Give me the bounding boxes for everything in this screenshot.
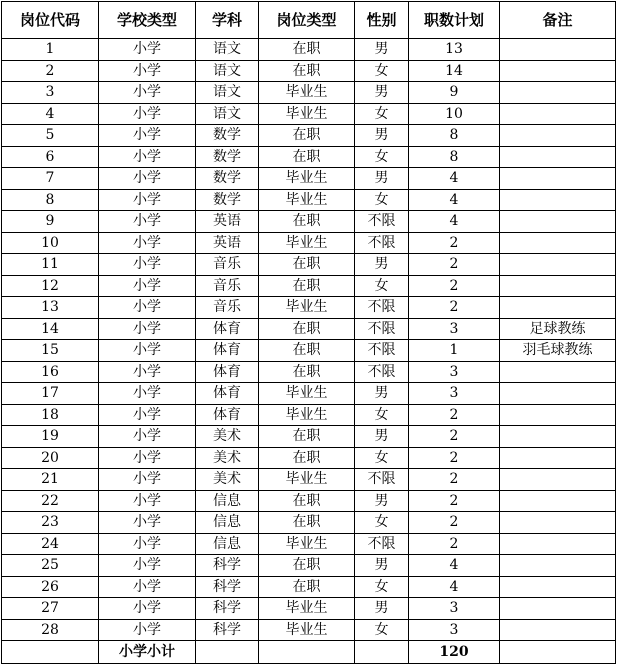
cell-quota: 4 — [409, 189, 500, 211]
cell-post-type: 在职 — [259, 125, 355, 147]
cell-remarks — [500, 254, 616, 276]
table-row — [2, 426, 616, 448]
cell-quota: 3 — [409, 318, 500, 340]
cell-post-type: 在职 — [259, 555, 355, 577]
cell-post-code: 26 — [2, 576, 99, 598]
cell-gender: 女 — [355, 146, 409, 168]
cell-school-type: 小学 — [99, 404, 196, 426]
cell-post-type: 毕业生 — [259, 189, 355, 211]
cell-quota: 2 — [409, 254, 500, 276]
cell-post-type: 毕业生 — [259, 168, 355, 190]
table-row — [2, 60, 616, 82]
cell-school-type: 小学 — [99, 103, 196, 125]
cell-remarks — [500, 275, 616, 297]
table-row — [2, 383, 616, 405]
cell-school-type: 小学 — [99, 361, 196, 383]
table-row — [2, 275, 616, 297]
cell-post-type: 在职 — [259, 576, 355, 598]
cell-post-type: 在职 — [259, 361, 355, 383]
subtotal-blank-cell — [355, 641, 409, 664]
cell-subject: 语文 — [196, 103, 259, 125]
cell-quota: 2 — [409, 512, 500, 534]
cell-post-code: 13 — [2, 297, 99, 319]
subtotal-total: 120 — [409, 641, 500, 664]
cell-remarks — [500, 189, 616, 211]
cell-post-type: 在职 — [259, 211, 355, 233]
cell-gender: 男 — [355, 82, 409, 104]
cell-gender: 不限 — [355, 340, 409, 362]
cell-quota: 3 — [409, 361, 500, 383]
cell-quota: 4 — [409, 168, 500, 190]
subtotal-blank-cell — [259, 641, 355, 664]
cell-quota: 2 — [409, 447, 500, 469]
cell-subject: 体育 — [196, 383, 259, 405]
cell-gender: 女 — [355, 189, 409, 211]
cell-remarks — [500, 469, 616, 491]
table-row — [2, 125, 616, 147]
subtotal-blank-cell — [2, 641, 99, 664]
subtotal-row — [2, 641, 616, 664]
cell-subject: 体育 — [196, 361, 259, 383]
cell-school-type: 小学 — [99, 469, 196, 491]
cell-gender: 男 — [355, 598, 409, 620]
cell-school-type: 小学 — [99, 490, 196, 512]
header-post-type: 岗位类型 — [259, 2, 355, 39]
header-remarks: 备注 — [500, 2, 616, 39]
cell-post-code: 7 — [2, 168, 99, 190]
cell-gender: 女 — [355, 103, 409, 125]
table-row — [2, 103, 616, 125]
cell-school-type: 小学 — [99, 39, 196, 61]
cell-school-type: 小学 — [99, 232, 196, 254]
cell-school-type: 小学 — [99, 125, 196, 147]
cell-quota: 9 — [409, 82, 500, 104]
cell-post-type: 在职 — [259, 490, 355, 512]
cell-school-type: 小学 — [99, 82, 196, 104]
cell-post-code: 3 — [2, 82, 99, 104]
cell-post-code: 8 — [2, 189, 99, 211]
cell-remarks — [500, 447, 616, 469]
cell-post-code: 10 — [2, 232, 99, 254]
cell-school-type: 小学 — [99, 619, 196, 641]
cell-subject: 美术 — [196, 469, 259, 491]
cell-post-type: 在职 — [259, 60, 355, 82]
cell-quota: 2 — [409, 404, 500, 426]
cell-post-type: 毕业生 — [259, 404, 355, 426]
cell-post-code: 21 — [2, 469, 99, 491]
cell-gender: 不限 — [355, 533, 409, 555]
cell-post-code: 28 — [2, 619, 99, 641]
cell-post-code: 23 — [2, 512, 99, 534]
cell-post-type: 毕业生 — [259, 469, 355, 491]
cell-gender: 女 — [355, 512, 409, 534]
cell-gender: 不限 — [355, 469, 409, 491]
table-row — [2, 254, 616, 276]
table-row — [2, 168, 616, 190]
cell-school-type: 小学 — [99, 426, 196, 448]
table-row — [2, 318, 616, 340]
cell-post-code: 25 — [2, 555, 99, 577]
cell-quota: 8 — [409, 125, 500, 147]
header-row — [2, 2, 616, 39]
cell-quota: 1 — [409, 340, 500, 362]
cell-school-type: 小学 — [99, 555, 196, 577]
cell-subject: 语文 — [196, 82, 259, 104]
cell-remarks — [500, 361, 616, 383]
cell-subject: 数学 — [196, 125, 259, 147]
cell-post-code: 15 — [2, 340, 99, 362]
cell-subject: 语文 — [196, 60, 259, 82]
cell-post-code: 5 — [2, 125, 99, 147]
table-row — [2, 598, 616, 620]
cell-post-type: 在职 — [259, 512, 355, 534]
cell-remarks — [500, 533, 616, 555]
cell-gender: 男 — [355, 125, 409, 147]
cell-school-type: 小学 — [99, 146, 196, 168]
cell-post-type: 在职 — [259, 254, 355, 276]
cell-school-type: 小学 — [99, 512, 196, 534]
table-row — [2, 211, 616, 233]
cell-remarks — [500, 297, 616, 319]
header-quota: 职数计划 — [409, 2, 500, 39]
cell-subject: 体育 — [196, 404, 259, 426]
table-row — [2, 361, 616, 383]
subtotal-label: 小学小计 — [99, 641, 196, 664]
cell-gender: 女 — [355, 404, 409, 426]
cell-subject: 美术 — [196, 426, 259, 448]
cell-post-type: 毕业生 — [259, 619, 355, 641]
cell-post-code: 16 — [2, 361, 99, 383]
cell-school-type: 小学 — [99, 275, 196, 297]
cell-subject: 信息 — [196, 490, 259, 512]
cell-post-code: 27 — [2, 598, 99, 620]
cell-remarks — [500, 232, 616, 254]
cell-gender: 女 — [355, 619, 409, 641]
cell-remarks — [500, 490, 616, 512]
cell-remarks — [500, 211, 616, 233]
cell-remarks — [500, 383, 616, 405]
cell-quota: 2 — [409, 426, 500, 448]
cell-remarks — [500, 576, 616, 598]
cell-school-type: 小学 — [99, 318, 196, 340]
cell-post-type: 毕业生 — [259, 598, 355, 620]
cell-post-code: 4 — [2, 103, 99, 125]
cell-subject: 信息 — [196, 512, 259, 534]
cell-school-type: 小学 — [99, 189, 196, 211]
cell-quota: 2 — [409, 533, 500, 555]
cell-school-type: 小学 — [99, 598, 196, 620]
table-row — [2, 189, 616, 211]
cell-remarks — [500, 103, 616, 125]
cell-quota: 14 — [409, 60, 500, 82]
cell-gender: 不限 — [355, 297, 409, 319]
cell-subject: 信息 — [196, 533, 259, 555]
cell-remarks — [500, 426, 616, 448]
cell-post-code: 2 — [2, 60, 99, 82]
cell-subject: 体育 — [196, 340, 259, 362]
cell-gender: 男 — [355, 39, 409, 61]
header-gender: 性别 — [355, 2, 409, 39]
cell-subject: 科学 — [196, 619, 259, 641]
cell-post-type: 在职 — [259, 318, 355, 340]
header-school-type: 学校类型 — [99, 2, 196, 39]
cell-post-code: 14 — [2, 318, 99, 340]
cell-quota: 13 — [409, 39, 500, 61]
cell-post-type: 毕业生 — [259, 82, 355, 104]
cell-post-code: 11 — [2, 254, 99, 276]
cell-school-type: 小学 — [99, 533, 196, 555]
cell-post-code: 9 — [2, 211, 99, 233]
cell-gender: 男 — [355, 168, 409, 190]
cell-school-type: 小学 — [99, 447, 196, 469]
cell-remarks — [500, 555, 616, 577]
cell-quota: 3 — [409, 598, 500, 620]
cell-subject: 科学 — [196, 576, 259, 598]
cell-school-type: 小学 — [99, 211, 196, 233]
cell-gender: 男 — [355, 490, 409, 512]
cell-gender: 不限 — [355, 361, 409, 383]
cell-quota: 3 — [409, 619, 500, 641]
table-row — [2, 512, 616, 534]
table-row — [2, 340, 616, 362]
cell-quota: 8 — [409, 146, 500, 168]
cell-subject: 音乐 — [196, 297, 259, 319]
cell-gender: 女 — [355, 447, 409, 469]
cell-quota: 2 — [409, 469, 500, 491]
cell-gender: 女 — [355, 60, 409, 82]
cell-post-type: 在职 — [259, 275, 355, 297]
table-row — [2, 82, 616, 104]
cell-post-code: 24 — [2, 533, 99, 555]
cell-post-type: 毕业生 — [259, 103, 355, 125]
header-subject: 学科 — [196, 2, 259, 39]
cell-school-type: 小学 — [99, 340, 196, 362]
cell-quota: 2 — [409, 490, 500, 512]
cell-subject: 美术 — [196, 447, 259, 469]
subtotal-blank-cell — [196, 641, 259, 664]
cell-quota: 4 — [409, 555, 500, 577]
cell-subject: 音乐 — [196, 275, 259, 297]
cell-gender: 男 — [355, 426, 409, 448]
cell-post-code: 22 — [2, 490, 99, 512]
cell-gender: 不限 — [355, 232, 409, 254]
table-row — [2, 447, 616, 469]
cell-gender: 女 — [355, 275, 409, 297]
cell-gender: 女 — [355, 576, 409, 598]
cell-subject: 科学 — [196, 598, 259, 620]
cell-remarks — [500, 125, 616, 147]
table-row — [2, 533, 616, 555]
cell-post-type: 在职 — [259, 447, 355, 469]
cell-school-type: 小学 — [99, 576, 196, 598]
subtotal-blank-cell — [500, 641, 616, 664]
cell-post-type: 毕业生 — [259, 232, 355, 254]
cell-remarks — [500, 39, 616, 61]
cell-quota: 4 — [409, 576, 500, 598]
cell-gender: 不限 — [355, 318, 409, 340]
cell-remarks — [500, 404, 616, 426]
table-row — [2, 404, 616, 426]
cell-subject: 语文 — [196, 39, 259, 61]
cell-post-code: 1 — [2, 39, 99, 61]
table-row — [2, 469, 616, 491]
cell-remarks — [500, 168, 616, 190]
cell-remarks — [500, 598, 616, 620]
cell-post-code: 12 — [2, 275, 99, 297]
cell-remarks — [500, 512, 616, 534]
cell-subject: 体育 — [196, 318, 259, 340]
cell-post-type: 毕业生 — [259, 297, 355, 319]
table-row — [2, 490, 616, 512]
cell-subject: 音乐 — [196, 254, 259, 276]
cell-post-type: 在职 — [259, 340, 355, 362]
cell-post-code: 18 — [2, 404, 99, 426]
cell-post-code: 20 — [2, 447, 99, 469]
cell-remarks: 羽毛球教练 — [500, 340, 616, 362]
cell-subject: 英语 — [196, 211, 259, 233]
table-row — [2, 297, 616, 319]
cell-remarks: 足球教练 — [500, 318, 616, 340]
cell-quota: 10 — [409, 103, 500, 125]
cell-school-type: 小学 — [99, 168, 196, 190]
cell-remarks — [500, 60, 616, 82]
cell-quota: 2 — [409, 297, 500, 319]
cell-remarks — [500, 82, 616, 104]
cell-gender: 男 — [355, 254, 409, 276]
table-row — [2, 39, 616, 61]
cell-post-code: 19 — [2, 426, 99, 448]
cell-post-type: 在职 — [259, 39, 355, 61]
table-row — [2, 555, 616, 577]
cell-subject: 科学 — [196, 555, 259, 577]
cell-post-code: 17 — [2, 383, 99, 405]
cell-subject: 英语 — [196, 232, 259, 254]
cell-remarks — [500, 619, 616, 641]
table-row — [2, 619, 616, 641]
cell-gender: 男 — [355, 383, 409, 405]
cell-subject: 数学 — [196, 168, 259, 190]
cell-remarks — [500, 146, 616, 168]
table-row — [2, 146, 616, 168]
table-row — [2, 232, 616, 254]
cell-subject: 数学 — [196, 189, 259, 211]
cell-school-type: 小学 — [99, 254, 196, 276]
cell-post-type: 毕业生 — [259, 533, 355, 555]
cell-school-type: 小学 — [99, 383, 196, 405]
cell-gender: 不限 — [355, 211, 409, 233]
cell-quota: 2 — [409, 232, 500, 254]
cell-post-type: 在职 — [259, 146, 355, 168]
cell-subject: 数学 — [196, 146, 259, 168]
cell-post-type: 毕业生 — [259, 383, 355, 405]
header-post-code: 岗位代码 — [2, 2, 99, 39]
cell-school-type: 小学 — [99, 297, 196, 319]
cell-quota: 2 — [409, 275, 500, 297]
cell-school-type: 小学 — [99, 60, 196, 82]
cell-post-code: 6 — [2, 146, 99, 168]
table-row — [2, 576, 616, 598]
cell-quota: 3 — [409, 383, 500, 405]
cell-post-type: 在职 — [259, 426, 355, 448]
cell-gender: 男 — [355, 555, 409, 577]
positions-table — [1, 1, 616, 664]
cell-quota: 4 — [409, 211, 500, 233]
